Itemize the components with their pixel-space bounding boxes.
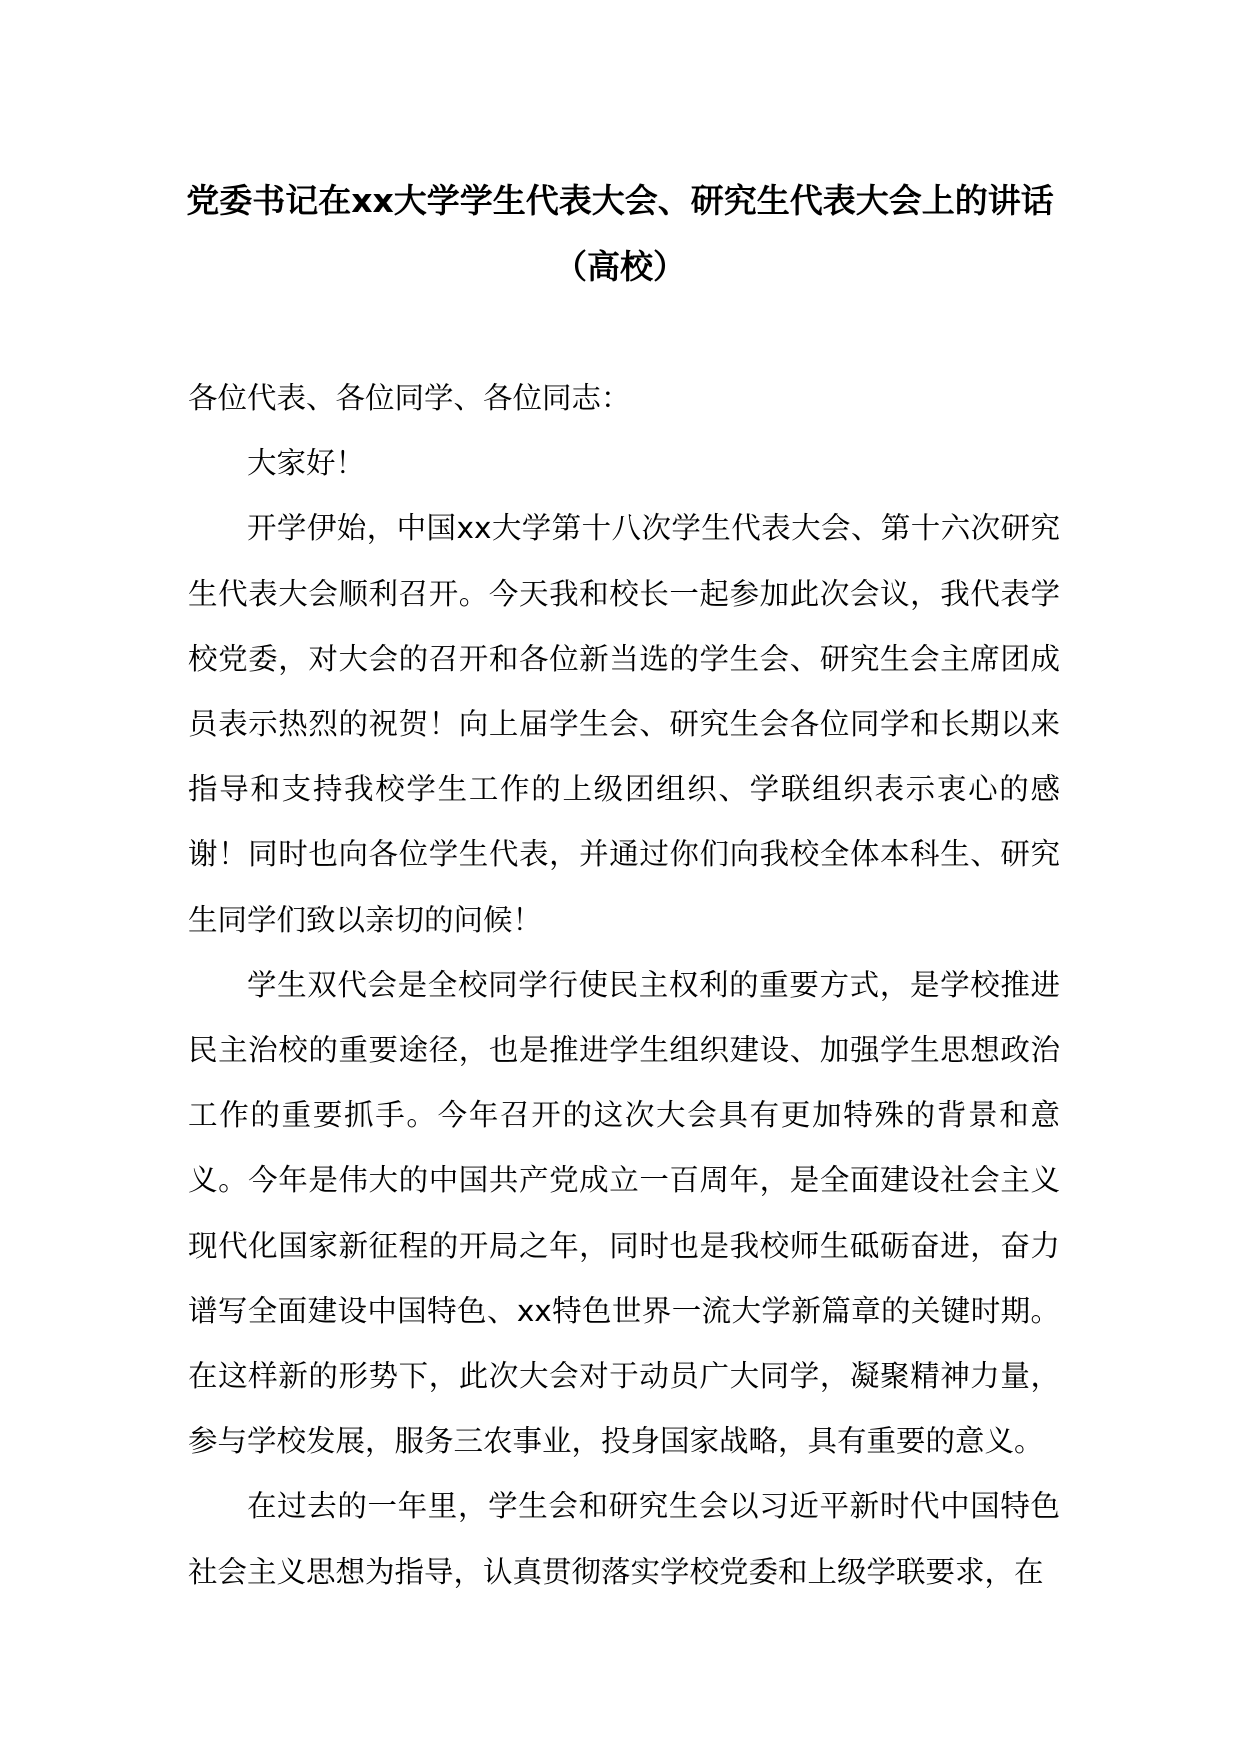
document-body (188, 366, 1060, 1605)
document-title: 党委书记在xx大学学生代表大会、研究生代表大会上的讲话（高校） (186, 181, 1054, 286)
salutation: 各位代表、各位同学、各位同志： (188, 381, 631, 415)
body-paragraph: 在过去的一年里，学生会和研究生会以习近平新时代中国特色社会主义思想为指导，认真贯彻落实学校党委和上级学联要求，在 (188, 1489, 1060, 1589)
body-paragraph: 开学伊始，中国xx大学第十八次学生代表大会、第十六次研究生代表大会顺利召开。今天我和校长一起参加此次会议，我代表学校党委，对大会的召开和各位新当选的学生会、研究生会主席团成员表示热烈的祝贺！向上届学生会、研究生会各位同学和长期以来指导和支持我校学生工作的上级团组织、学联组织表示衷心的感谢！同时也向各位学生代表，并通过你们向我校全体本科生、研究生同学们致以亲切的问候！ (188, 511, 1060, 937)
body-paragraph: 学生双代会是全校同学行使民主权利的重要方式，是学校推进民主治校的重要途径，也是推进学生组织建设、加强学生思想政治工作的重要抓手。今年召开的这次大会具有更加特殊的背景和意义。今年是伟大的中国共产党成立一百周年，是全面建设社会主义现代化国家新征程的开局之年，同时也是我校师生砥砺奋进，奋力谱写全面建设中国特色、xx特色世界一流大学新篇章的关键时期。在这样新的形势下，此次大会对于动员广大同学，凝聚精神力量，参与学校发展，服务三农事业，投身国家战略，具有重要的意义。 (188, 967, 1060, 1459)
greeting: 大家好！ (247, 446, 366, 481)
